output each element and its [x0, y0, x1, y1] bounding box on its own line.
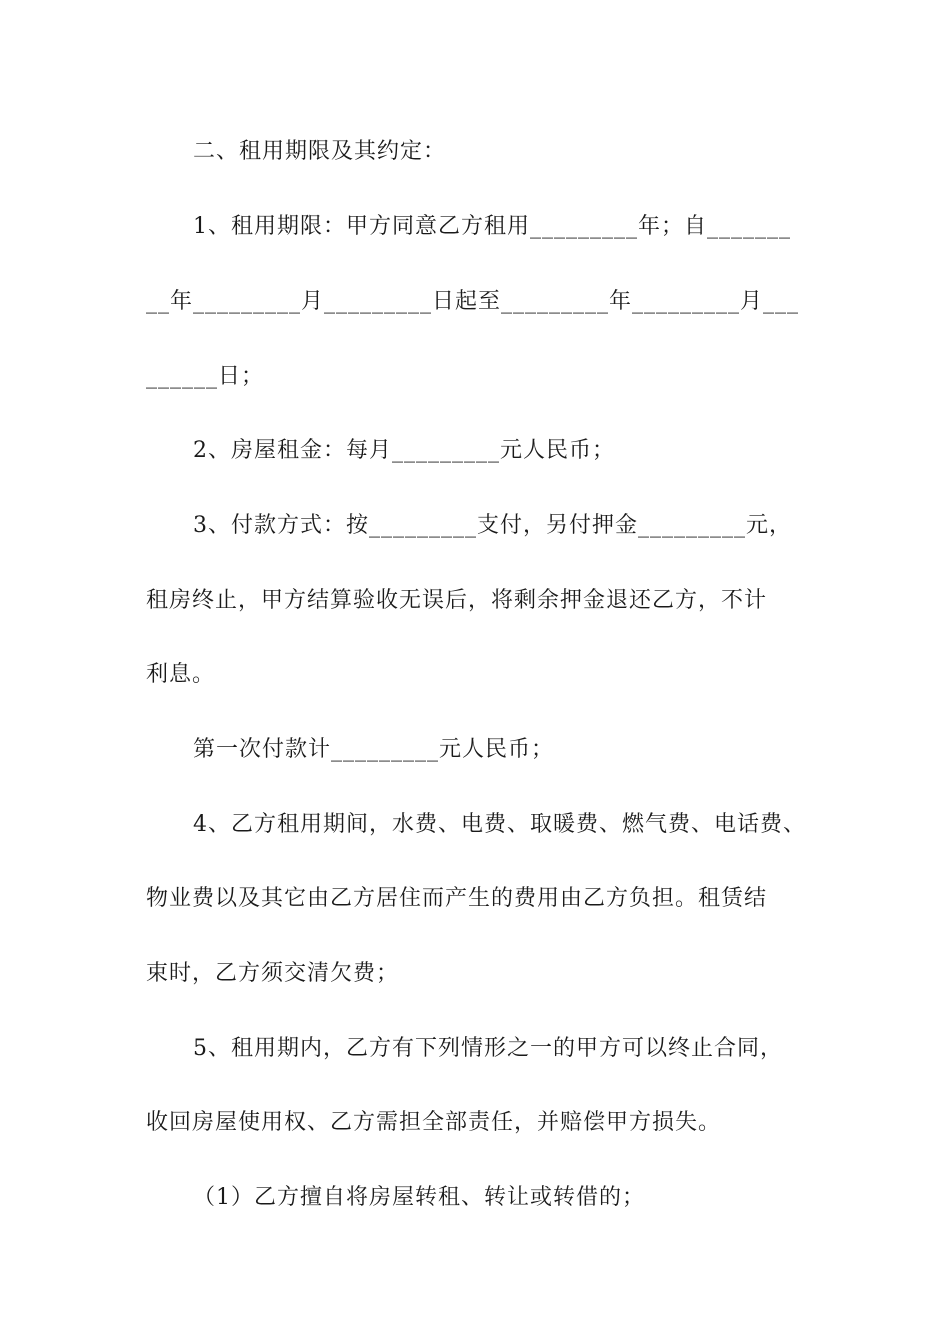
paragraph-line: 束时，乙方须交清欠费； — [146, 961, 400, 986]
paragraph-line: 4、乙方租用期间，水费、电费、取暖费、燃气费、电话费、 — [193, 812, 806, 837]
paragraph-line: 1、租用期限：甲方同意乙方租用_________年；自_______ — [193, 214, 791, 239]
section-heading: 二、租用期限及其约定： — [193, 139, 447, 164]
paragraph-line: 利息。 — [146, 662, 216, 687]
paragraph-line: 租房终止，甲方结算验收无误后，将剩余押金退还乙方，不计 — [146, 588, 768, 613]
paragraph-line: 收回房屋使用权、乙方需担全部责任，并赔偿甲方损失。 — [146, 1110, 722, 1135]
paragraph-line: 2、房屋租金：每月_________元人民币； — [193, 438, 615, 463]
paragraph-line: ______日； — [146, 364, 265, 389]
paragraph-line: 3、付款方式：按_________支付，另付押金_________元， — [193, 513, 792, 538]
paragraph-line: （1）乙方擅自将房屋转租、转让或转借的； — [193, 1185, 645, 1210]
paragraph-line: __年_________月_________日起至_________年_________月___ — [146, 289, 800, 314]
paragraph-line: 5、租用期内，乙方有下列情形之一的甲方可以终止合同， — [193, 1036, 783, 1061]
paragraph-line: 物业费以及其它由乙方居住而产生的费用由乙方负担。租赁结 — [146, 886, 768, 911]
paragraph-line: 第一次付款计_________元人民币； — [193, 737, 555, 762]
